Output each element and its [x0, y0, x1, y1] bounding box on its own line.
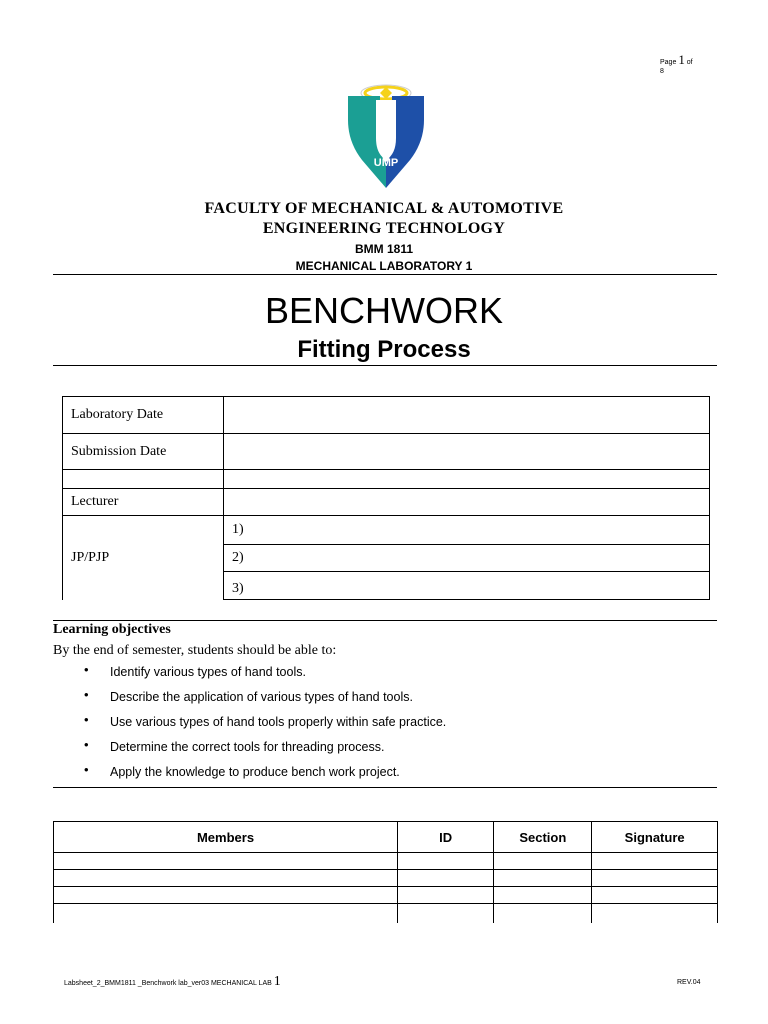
id-header: ID [398, 822, 494, 853]
footer-left [64, 974, 281, 990]
jp-pjp-text: JP/PJP [71, 549, 110, 565]
spacer-cell [63, 470, 224, 489]
objective-text: Use various types of hand tools properly within safe practice. [110, 715, 447, 729]
submission-date-field[interactable] [224, 434, 710, 470]
members-header: Members [54, 822, 398, 853]
table-row [54, 870, 718, 887]
member-signature-cell[interactable] [592, 870, 718, 887]
page-number [660, 52, 693, 76]
section-header: Section [494, 822, 592, 853]
logo-text: UMP [373, 157, 399, 169]
jp-item-3[interactable]: 3) [224, 572, 710, 600]
lecturer-label: Lecturer [63, 489, 224, 516]
member-section-cell[interactable] [494, 904, 592, 924]
objectives-top-divider [53, 620, 717, 621]
objectives-bottom-divider [53, 787, 717, 788]
submission-date-label: Submission Date [63, 434, 224, 470]
objectives-intro: By the end of semester, students should be able to: [53, 643, 337, 658]
objectives-heading: Learning objectives [53, 622, 171, 637]
member-name-cell[interactable] [54, 904, 398, 924]
member-name-cell[interactable] [54, 853, 398, 870]
list-item [80, 739, 446, 764]
lecturer-field[interactable] [224, 489, 710, 516]
member-id-cell[interactable] [398, 853, 494, 870]
member-id-cell[interactable] [398, 904, 494, 924]
course-code: BMM 1811 [354, 242, 414, 256]
spacer-cell [224, 470, 710, 489]
member-id-cell[interactable] [398, 887, 494, 904]
bullet-icon: • [84, 712, 89, 727]
objectives-list [80, 664, 446, 789]
jp-item-2[interactable]: 2) [224, 545, 710, 572]
list-item [80, 764, 446, 789]
info-table [62, 396, 710, 600]
member-signature-cell[interactable] [592, 887, 718, 904]
footer-page-number: 1 [273, 974, 281, 989]
faculty-line-1: FACULTY OF MECHANICAL & AUTOMOTIVE [204, 200, 564, 217]
laboratory-date-label: Laboratory Date [63, 397, 224, 434]
member-name-cell[interactable] [54, 870, 398, 887]
table-row [54, 853, 718, 870]
jp-pjp-label [63, 516, 224, 600]
laboratory-date-field[interactable] [224, 397, 710, 434]
ump-logo [344, 80, 428, 192]
objective-text: Determine the correct tools for threading process. [110, 740, 385, 754]
member-section-cell[interactable] [494, 870, 592, 887]
bullet-icon: • [84, 662, 89, 677]
page-current: 1 [678, 52, 685, 67]
page-subtitle: Fitting Process [297, 336, 471, 363]
member-signature-cell[interactable] [592, 853, 718, 870]
page-of: of [686, 59, 693, 66]
table-row [54, 887, 718, 904]
member-signature-cell[interactable] [592, 904, 718, 924]
member-section-cell[interactable] [494, 887, 592, 904]
list-item [80, 714, 446, 739]
members-table [53, 821, 718, 923]
objective-text: Describe the application of various types of hand tools. [110, 690, 413, 704]
member-section-cell[interactable] [494, 853, 592, 870]
objective-text: Apply the knowledge to produce bench work project. [110, 765, 400, 779]
bullet-icon: • [84, 687, 89, 702]
signature-header: Signature [592, 822, 718, 853]
member-name-cell[interactable] [54, 887, 398, 904]
objective-text: Identify various types of hand tools. [110, 665, 306, 679]
page-title: BENCHWORK [264, 290, 503, 331]
table-row [54, 904, 718, 924]
title-divider [53, 365, 717, 366]
course-name: MECHANICAL LABORATORY 1 [295, 259, 473, 273]
list-item [80, 664, 446, 689]
bullet-icon: • [84, 762, 89, 777]
faculty-line-2: ENGINEERING TECHNOLOGY [262, 220, 506, 237]
member-id-cell[interactable] [398, 870, 494, 887]
header-divider [53, 274, 717, 275]
list-item [80, 689, 446, 714]
jp-item-1[interactable]: 1) [224, 516, 710, 545]
page-prefix: Page [660, 59, 677, 66]
page-total: 8 [660, 68, 664, 75]
footer-text: Labsheet_2_BMM1811 _Benchwork lab_ver03 MECHANICAL LAB [64, 980, 272, 987]
bullet-icon: • [84, 737, 89, 752]
footer-revision: REV.04 [677, 979, 701, 986]
